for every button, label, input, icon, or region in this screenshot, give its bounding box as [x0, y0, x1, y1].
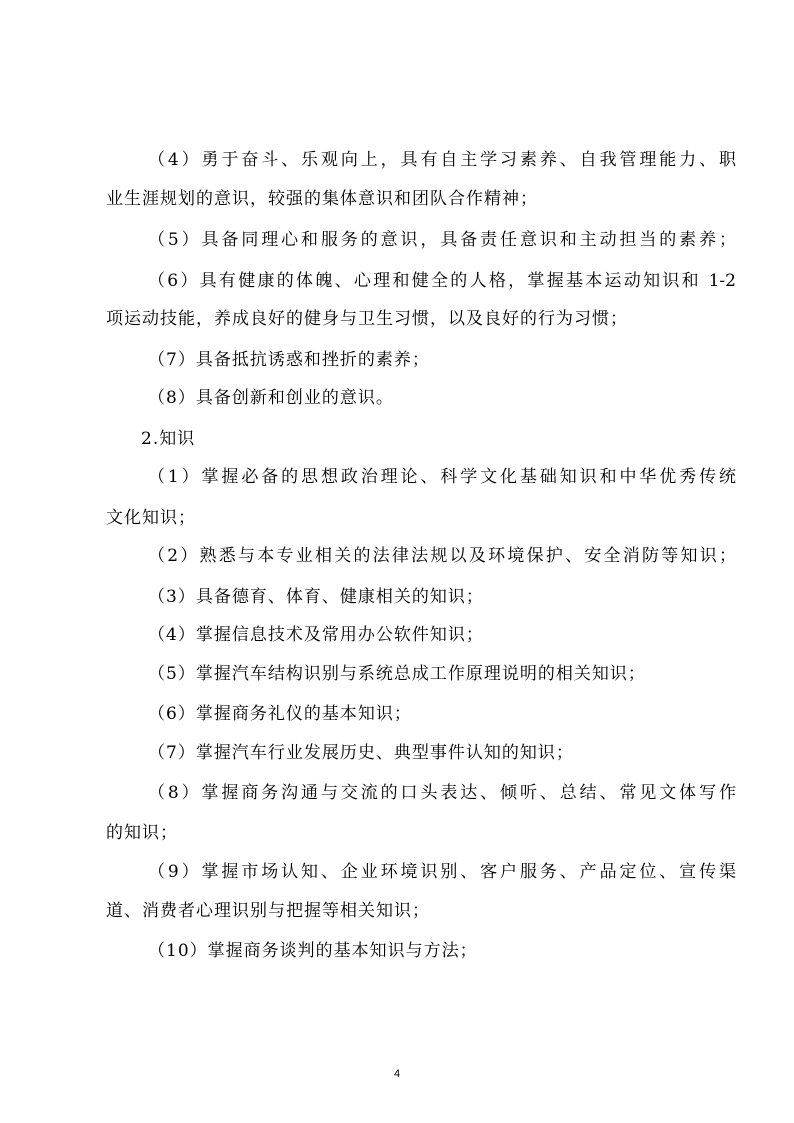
section-heading-knowledge: 2.知识	[141, 429, 196, 449]
para-4-line-2: 业生涯规划的意识，较强的集体意识和团队合作精神；	[106, 189, 538, 209]
page-number: 4	[393, 1068, 401, 1080]
knowledge-6-line-1: （6）掌握商务礼仪的基本知识；	[148, 704, 412, 724]
knowledge-4-line-1: （4）掌握信息技术及常用办公软件知识；	[148, 625, 484, 645]
para-6-line-1: （6）具有健康的体魄、心理和健全的人格，掌握基本运动知识和 1-2	[148, 271, 736, 291]
knowledge-9-line-2: 道、消费者心理识别与把握等相关知识；	[106, 901, 430, 921]
knowledge-1-line-1: （1）掌握必备的思想政治理论、科学文化基础知识和中华优秀传统	[148, 467, 736, 487]
knowledge-10-line-1: （10）掌握商务谈判的基本知识与方法；	[148, 941, 478, 961]
knowledge-1-line-2: 文化知识；	[106, 508, 196, 528]
para-8-line-1: （8）具备创新和创业的意识。	[148, 388, 394, 408]
knowledge-8-line-2: 的知识；	[106, 823, 178, 843]
knowledge-3-line-1: （3）具备德育、体育、健康相关的知识；	[148, 587, 484, 607]
para-4-line-1: （4）勇于奋斗、乐观向上，具有自主学习素养、自我管理能力、职	[148, 150, 736, 170]
knowledge-5-line-1: （5）掌握汽车结构识别与系统总成工作原理说明的相关知识；	[148, 664, 646, 684]
para-5-line-1: （5）具备同理心和服务的意识，具备责任意识和主动担当的素养；	[148, 230, 736, 250]
para-6-line-2: 项运动技能，养成良好的健身与卫生习惯，以及良好的行为习惯；	[106, 309, 628, 329]
knowledge-8-line-1: （8）掌握商务沟通与交流的口头表达、倾听、总结、常见文体写作	[148, 783, 736, 803]
para-7-line-1: （7）具备抵抗诱惑和挫折的素养；	[148, 350, 430, 370]
knowledge-7-line-1: （7）掌握汽车行业发展历史、典型事件认知的知识；	[148, 743, 574, 763]
knowledge-2-line-1: （2）熟悉与本专业相关的法律法规以及环境保护、安全消防等知识；	[148, 546, 736, 566]
knowledge-9-line-1: （9）掌握市场认知、企业环境识别、客户服务、产品定位、宣传渠	[148, 862, 736, 882]
